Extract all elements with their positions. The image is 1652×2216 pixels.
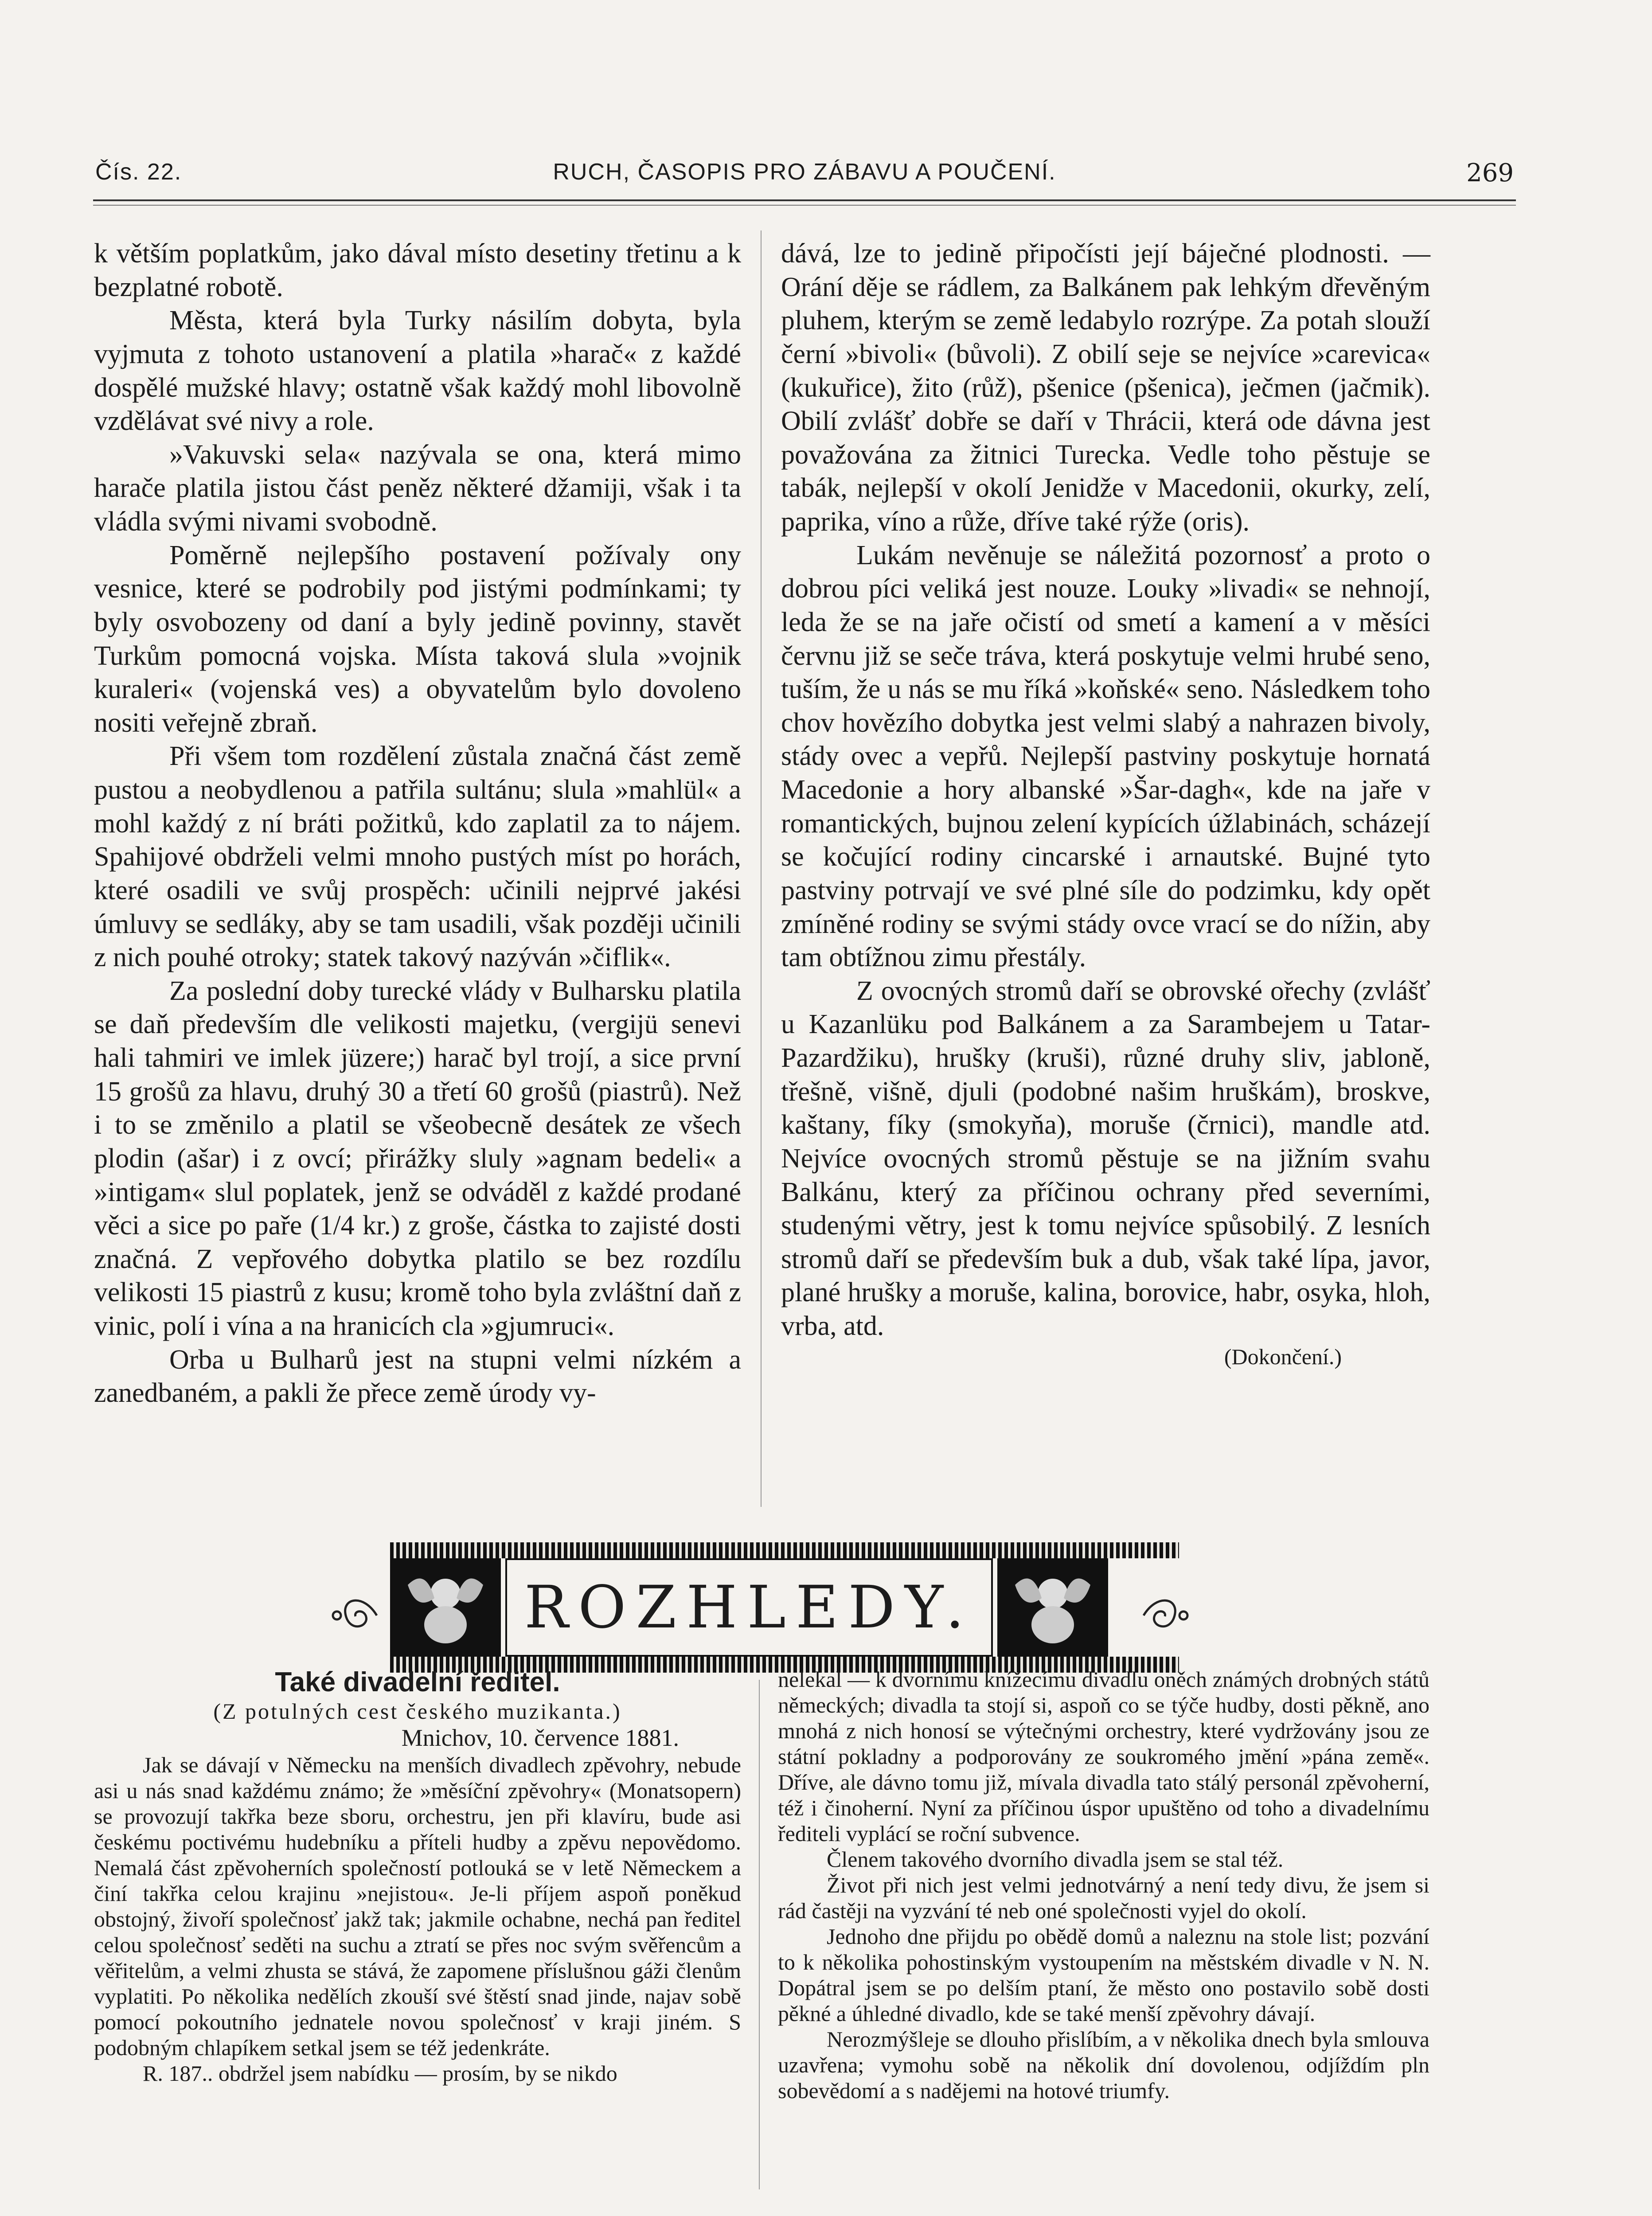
top-right-column bbox=[781, 237, 1430, 1370]
paragraph: R. 187.. obdržel jsem nabídku — prosím, by se nikdo bbox=[143, 2060, 617, 2086]
paragraph: Jak se dávají v Německu na menších divadlech zpěvohry, nebude asi u nás snad každému známo; že »měsíční zpěvohry« (Monatsopern) se provozují takřka beze sboru, orchestru, jen při klavíru, bude asi českému poctivému hudebníku a příteli hudby a zpěvu nepovědomo. Nemalá část zpěvoherních společností potlouká se v letě Německem a činí takřka celou krajinu »nejistou«. Je-li příjem aspoň poněkud obstojný, živoří společnosť jakž tak; jakmile ochabne, nechá pan ředitel celou společnosť seděti na suchu a ztratí se přes noc svým svěřencům a věřitelům, a velmi zhusta se stává, že zapomene příslušnou gáži členům vyplatiti. Po několika nedělích zkouší své štěstí snad jinde, najav sobě pomocí pokoutního jednatele novou společnosť v kraji jiném. S podobným chlapíkem setkal jsem se též jedenkráte. bbox=[94, 1752, 741, 2060]
paragraph: Poměrně nejlepšího postavení požívaly ony vesnice, které se podrobily pod jistými podmínkami; ty byly osvobozeny od daní a byly jedině povinny, stavět Turkům pomocná vojska. Místa taková slula »vojnik kuraleri« (vojenská ves) a obyvatelům bylo dovoleno nositi veřejně zbraň. bbox=[94, 540, 741, 738]
paragraph: Život při nich jest velmi jednotvárný a není tedy divu, že jsem si rád častěji na vyzvání té neb oné společnosti vyjel do okolí. bbox=[778, 1873, 1429, 1923]
article-left-column bbox=[94, 1666, 741, 2086]
article-subtitle: (Z potulných cest českého muzikanta.) bbox=[213, 1698, 622, 1724]
paragraph: Při všem tom rozdělení zůstala značná část země pustou a neobydlenou a patřila sultánu; slula »mahlül« a mohl každý z ní bráti požitků, kdo zaplatil za to nájem. Spahijové obdrželi velmi mnoho pustých míst po horách, které osadili ve svůj prospěch: učinili nejprvé jakési úmluvy se sedláky, aby se tam usadili, však později učinili z nich pouhé otroky; statek takový nazýván »čiflik«. bbox=[94, 741, 741, 973]
paragraph: Členem takového dvorního divadla jsem se stal též. bbox=[827, 1847, 1284, 1872]
paragraph: Jednoho dne přijdu po obědě domů a naleznu na stole list; pozvání to k několika pohostinským vystoupením na městském divadle v N. N. Dopátral jsem se po delším ptaní, že město ono postavilo sobě dosti pěkné a úhledné divadlo, kde se také menší zpěvohry dávají. bbox=[778, 1924, 1429, 2026]
paragraph: »Vakuvski sela« nazývala se ona, která mimo harače platila jistou část peněz některé džamiji, však i ta vládla svými nivami svobodně. bbox=[94, 439, 741, 537]
article-right-column bbox=[778, 1666, 1429, 2103]
paragraph: Města, která byla Turky násilím dobyta, byla vyjmuta z tohoto ustanovení a platila »harač« z každé dospělé mužské hlavy; ostatně však každý mohl libovolně vzdělávat své nivy a role. bbox=[94, 305, 741, 437]
paragraph: dává, lze to jedině připočísti její báječné plodnosti. — Orání děje se rádlem, za Balkánem pak lehkým dřevěným pluhem, kterým se země ledabylo rozrýpe. Za potah slouží černí »bivoli« (bůvoli). Z obilí seje se nejvíce »carevica« (kukuřice), žito (růž), pšenice (pšenica), ječmen (jačmik). Obilí zvlášť dobře se daří v Thrácii, která ode dávna jest považována za žitnici Turecka. Vedle toho pěstuje se tabák, nejlepší v okolí Jenidže v Macedonii, okurky, zelí, paprika, víno a růže, dříve také rýže (oris). bbox=[781, 238, 1430, 537]
issue-number: Čís. 22. bbox=[95, 159, 182, 185]
section-title-box bbox=[505, 1558, 993, 1657]
paragraph: k větším poplatkům, jako dával místo desetiny třetinu a k bezplatné robotě. bbox=[94, 238, 741, 302]
banner-border-top bbox=[390, 1542, 1179, 1558]
cherub-figure-icon bbox=[390, 1558, 501, 1657]
paragraph: Lukám nevěnuje se náležitá pozornosť a proto o dobrou píci veliká jest nouze. Louky »livadi« se nehnojí, leda že se na jaře očistí od smetí a kamení a v měsíci červnu již se seče tráva, která poskytuje velmi hrubé seno, tuším, že u nás se mu říká »koňské« seno. Následkem toho chov hovězího dobytka jest velmi slabý a nahrazen bivoly, stády ovec a vepřů. Nejlepší pastviny poskytuje hornatá Macedonie a hory albanské »Šar-dagh«, kde na jaře v romantických, bujnou zelení kypících úžlabinách, scházejí se kočující rodiny cincarské i arnautské. Bujné tyto pastviny potrvají ve své plné síle do podzimku, kdy opět zmíněné rodiny se svými stády ovce vrací se do nížin, aby tam obtížnou zimu přestály. bbox=[781, 540, 1430, 973]
article-dateline: Mnichov, 10. července 1881. bbox=[401, 1724, 679, 1751]
header-rule bbox=[93, 199, 1516, 201]
to-be-concluded: (Dokončení.) bbox=[1224, 1344, 1342, 1369]
paragraph: nelekal — k dvornímu knížecímu divadlu oněch známých drobných států německých; divadla ta stojí si, aspoň co se týče hudby, dosti pěkně, ano mnohá z nich honosí se výtečnými orchestry, které vydržovány jsou ze státní pokladny a podporovány ze soukromého jmění »pána země«. Dříve, ale dávno tomu již, mívala divadla tato stálý personál zpěvoherní, též i činoherní. Nyní za příčinou úspor upuštěno od toho a divadelnímu řediteli vyplácí se roční subvence. bbox=[778, 1667, 1429, 1846]
running-header bbox=[95, 159, 1514, 194]
paragraph: Orba u Bulharů jest na stupni velmi nízkém a zanedbaném, a pakli že přece země úrody vy- bbox=[94, 1344, 741, 1408]
section-title: ROZHLEDY. bbox=[524, 1573, 974, 1642]
scroll-ornament-icon bbox=[328, 1584, 381, 1646]
top-left-column bbox=[94, 237, 741, 1410]
column-divider bbox=[759, 1680, 760, 2189]
journal-title: RUCH, ČASOPIS PRO ZÁBAVU A POUČENÍ. bbox=[553, 159, 1056, 185]
paragraph: Za poslední doby turecké vlády v Bulharsku platila se daň především dle velikosti majetku, (vergijü senevi hali tahmiri ve imlek jüzere;) harač byl trojí, a sice první 15 grošů za hlavu, druhý 30 a třetí 60 grošů (piastrů). Než i to se změnilo a platil se všeobecně desátek ze všech plodin (ašar) i z ovcí; přirážky sluly »agnam bedeli« a »intigam« slul poplatek, jenž se odváděl z každé prodané věci a sice po paře (1/4 kr.) z groše, částka to zajisté dosti značná. Z vepřového dobytka platilo se bez rozdílu velikosti 15 piastrů z kusu; kromě toho byla zvláštní daň z vinic, polí i vína a na hranicích cla »gjumruci«. bbox=[94, 975, 741, 1341]
page-number: 269 bbox=[1466, 159, 1514, 187]
cherub-panel-right bbox=[997, 1558, 1108, 1657]
article-title: Také divadelní ředitel. bbox=[275, 1667, 560, 1697]
scroll-ornament-icon bbox=[1139, 1584, 1192, 1646]
paragraph: Z ovocných stromů daří se obrovské ořechy (zvlášť u Kazanlüku pod Balkánem a za Sarambejem u Tatar-Pazardžiku), hrušky (kruši), různé druhy sliv, jabloně, třešně, višně, djuli (podobné našim hruškám), broskve, kaštany, fíky (smokyňa), moruše (črnici), mandle atd. Nejvíce ovocných stromů pěstuje se na jižním svahu Balkánu, který za příčinou ochrany před severními, studenými větry, jest k tomu nejvíce spůsobilý. Z lesních stromů daří se především buk a dub, však také lípa, javor, plané hrušky a moruše, kalina, borovice, habr, osyka, hloh, vrba, atd. bbox=[781, 975, 1430, 1341]
cherub-figure-icon bbox=[997, 1558, 1108, 1657]
section-banner bbox=[328, 1542, 1192, 1675]
paragraph: Nerozmýšleje se dlouho přislíbím, a v několika dnech byla smlouva uzavřena; vymohu sobě na několik dní dovolenou, odjíždím pln sobevědomí a s nadějemi na hotové triumfy. bbox=[778, 2027, 1429, 2103]
column-divider bbox=[761, 230, 762, 1507]
header-rule-thin bbox=[93, 205, 1516, 206]
cherub-panel-left bbox=[390, 1558, 501, 1657]
